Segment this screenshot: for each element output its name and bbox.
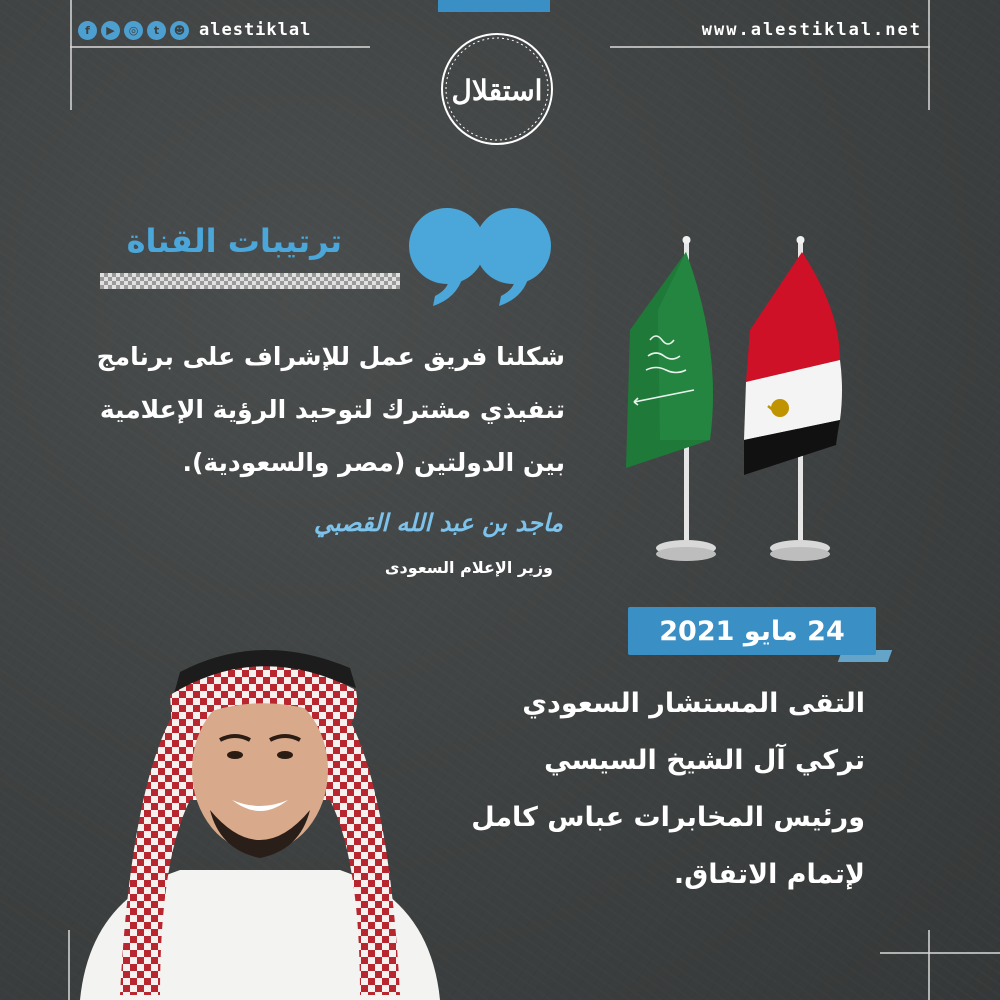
checker-underline <box>100 273 400 289</box>
event-date: 24 مايو 2021 <box>659 615 845 647</box>
quote-mark-icon <box>405 198 555 310</box>
quote-text <box>96 330 565 489</box>
frame-line-top-right <box>610 46 930 48</box>
social-handle[interactable]: alestiklal <box>199 20 312 40</box>
quote-line: تنفيذي مشترك لتوحيد الرؤية الإعلامية <box>99 395 565 424</box>
top-accent-bar <box>438 0 550 12</box>
saudi-flag <box>626 252 713 468</box>
facebook-icon[interactable]: f <box>78 21 97 40</box>
event-line: لإتمام الاتفاق. <box>673 859 865 890</box>
event-line: التقى المستشار السعودي <box>522 688 865 719</box>
logo-text: استقلال <box>451 74 543 107</box>
frame-line-right-bottom <box>928 930 930 1000</box>
egypt-flag <box>744 252 842 475</box>
website-url[interactable]: www.alestiklal.net <box>701 20 922 40</box>
flags-illustration <box>600 230 870 570</box>
snapchat-icon[interactable]: ☻ <box>170 21 189 40</box>
youtube-icon[interactable]: ▶ <box>101 21 120 40</box>
section-headline: ترتيبات القناة <box>126 222 342 260</box>
brand-logo <box>438 30 556 148</box>
quote-line: بين الدولتين (مصر والسعودية). <box>182 448 565 477</box>
author-role: وزير الإعلام السعودى <box>384 558 553 577</box>
date-badge <box>628 607 876 655</box>
twitter-icon[interactable]: t <box>147 21 166 40</box>
quote-line: شكلنا فريق عمل للإشراف على برنامج <box>96 342 565 371</box>
person-portrait <box>60 600 460 1000</box>
frame-line-bottom-right <box>880 952 1000 954</box>
frame-line-top-left <box>70 46 370 48</box>
author-signature: ماجد بن عبد الله القصبي <box>313 508 563 537</box>
frame-line-left-top <box>70 0 72 110</box>
frame-line-right-top <box>928 0 930 110</box>
instagram-icon[interactable]: ◎ <box>124 21 143 40</box>
event-line: تركي آل الشيخ السيسي <box>544 745 865 776</box>
event-text <box>470 675 865 903</box>
social-links <box>78 20 311 40</box>
event-line: ورئيس المخابرات عباس كامل <box>471 802 865 833</box>
